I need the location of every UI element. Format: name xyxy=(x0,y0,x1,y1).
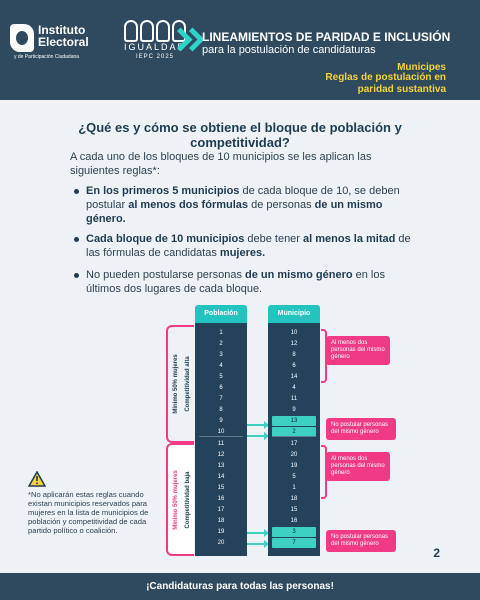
poblacion-cell: 4 xyxy=(199,361,243,371)
low-competitiveness-bracket xyxy=(166,443,194,556)
page-number: 2 xyxy=(433,546,440,560)
municipio-cell: 19 xyxy=(272,461,316,471)
municipio-cell: 4 xyxy=(272,383,316,393)
logo-text-line3: y de Participación Ciudadana xyxy=(14,54,80,60)
poblacion-cell: 19 xyxy=(199,527,243,537)
header xyxy=(0,0,480,100)
minimum-women-label-low: Mínimo 50% mujeres xyxy=(173,469,179,530)
municipio-cell: 5 xyxy=(272,472,316,482)
poblacion-header: Población xyxy=(195,305,247,323)
section-label-3: paridad sustantiva xyxy=(357,84,446,95)
institute-logo xyxy=(10,22,110,62)
poblacion-cell: 18 xyxy=(199,516,243,526)
section-label-2: Reglas de postulación en xyxy=(325,72,446,83)
intro-text: A cada uno de los bloques de 10 municipios se les aplican las siguientes reglas*: xyxy=(70,151,372,177)
municipio-cell: 3 xyxy=(272,527,316,537)
logo-text-line2: Electoral xyxy=(38,35,89,49)
municipio-cell: 15 xyxy=(272,505,316,515)
bullet-1: En los primeros 5 municipios de cada bloque de 10, se deben postular al menos dos fórmulas de personas de un mismo género. xyxy=(74,184,414,226)
poblacion-cell: 12 xyxy=(199,450,243,460)
poblacion-cell: 5 xyxy=(199,372,243,382)
chevron-right-icon xyxy=(184,28,198,50)
municipio-cell: 8 xyxy=(272,350,316,360)
question-heading: ¿Qué es y cómo se obtiene el bloque de población y competitividad? xyxy=(78,120,402,150)
municipio-cell: 18 xyxy=(272,494,316,504)
municipio-cell: 17 xyxy=(272,439,316,449)
poblacion-cell: 9 xyxy=(199,416,243,426)
poblacion-cell: 13 xyxy=(199,461,243,471)
poblacion-cell: 20 xyxy=(199,538,243,548)
logo-text-line1: Instituto xyxy=(38,23,86,37)
municipio-cell: 10 xyxy=(272,328,316,338)
bullet-3: No pueden postularse personas de un mismo género en los últimos dos lugares de cada bloque. xyxy=(74,268,414,296)
institute-mark-icon xyxy=(10,24,34,52)
low-competitiveness-label: Competitividad baja xyxy=(185,470,191,529)
municipio-column xyxy=(268,323,320,556)
callout-no-same-gender-1: No postular personas del mismo género xyxy=(326,418,396,440)
iepc-text: IEPC 2025 xyxy=(135,54,175,60)
municipio-cell: 6 xyxy=(272,361,316,371)
municipio-cell: 14 xyxy=(272,372,316,382)
poblacion-cell: 14 xyxy=(199,472,243,482)
municipio-cell: 11 xyxy=(272,394,316,404)
poblacion-cell: 11 xyxy=(199,439,243,449)
arrow-right-icon xyxy=(247,435,267,437)
poblacion-cell: 2 xyxy=(199,339,243,349)
poblacion-cell: 7 xyxy=(199,394,243,404)
high-competitiveness-label: Competitividad alta xyxy=(185,356,191,412)
poblacion-cell: 3 xyxy=(199,350,243,360)
poblacion-cell: 8 xyxy=(199,405,243,415)
poblacion-cell: 15 xyxy=(199,483,243,493)
bullet-2: Cada bloque de 10 municipios debe tener al menos la mitad de las fórmulas de candidatas mujeres. xyxy=(74,232,414,260)
municipio-cell: 13 xyxy=(272,416,316,426)
municipio-cell: 2 xyxy=(272,427,316,437)
poblacion-cell: 1 xyxy=(199,328,243,338)
callout-at-least-two-1: Al menos dos personas del mismo género xyxy=(326,336,390,365)
poblacion-cell: 6 xyxy=(199,383,243,393)
page-title: LINEAMIENTOS DE PARIDAD E INCLUSIÓN xyxy=(202,30,451,44)
arrow-right-icon xyxy=(247,424,267,426)
municipio-cell: 12 xyxy=(272,339,316,349)
callout-no-same-gender-2: No postular personas del mismo género xyxy=(326,530,396,552)
municipio-header: Municipio xyxy=(268,305,320,323)
poblacion-cell: 10 xyxy=(199,427,243,437)
municipio-cell: 7 xyxy=(272,538,316,548)
poblacion-cell: 17 xyxy=(199,505,243,515)
municipio-cell: 9 xyxy=(272,405,316,415)
footer-banner: ¡Candidaturas para todas las personas! xyxy=(0,573,480,600)
igualdad-text: IGUALDAD xyxy=(123,42,186,52)
minimum-women-label: Mínimo 50% mujeres xyxy=(173,354,179,414)
footnote: *No aplicarán estas reglas cuando existan municipios reservados para mujeres en la lista de municipios de población y competitividad de cada partido político o coalición. xyxy=(28,490,149,535)
arrow-right-icon xyxy=(247,532,267,534)
poblacion-cell: 16 xyxy=(199,494,243,504)
callout-at-least-two-2: Al menos dos personas del mismo género xyxy=(326,452,390,481)
arrow-right-icon xyxy=(247,543,267,545)
poblacion-column xyxy=(195,323,247,556)
page-subtitle: para la postulación de candidaturas xyxy=(202,44,376,56)
warning-icon xyxy=(28,471,46,487)
municipio-cell: 20 xyxy=(272,450,316,460)
high-competitiveness-bracket xyxy=(166,325,194,443)
municipio-cell: 1 xyxy=(272,483,316,493)
section-label-1: Municipes xyxy=(397,62,446,73)
municipio-cell: 16 xyxy=(272,516,316,526)
